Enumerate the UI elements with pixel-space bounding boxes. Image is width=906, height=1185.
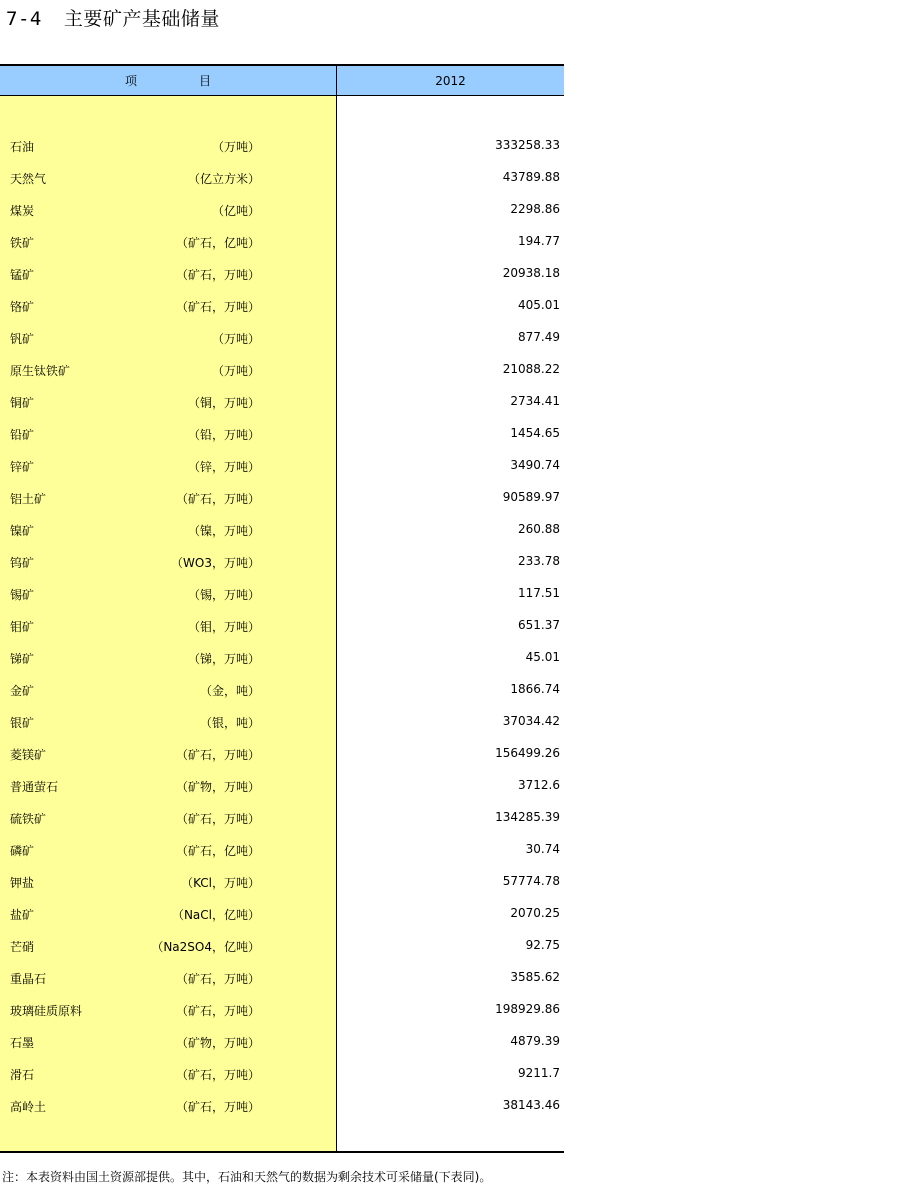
row-unit: （矿物，万吨）: [175, 1036, 260, 1050]
row-name: 盐矿: [10, 908, 35, 922]
table-row: [0, 802, 564, 834]
row-name: 石墨: [10, 1036, 35, 1050]
table-row: [0, 130, 564, 162]
row-value: 2734.41: [510, 394, 560, 408]
row-value: 45.01: [525, 650, 560, 664]
row-value: 1454.65: [510, 426, 560, 440]
table-row: [0, 1026, 564, 1058]
row-value: 3585.62: [510, 970, 560, 984]
row-name: 重晶石: [10, 972, 47, 986]
row-unit: （万吨）: [211, 140, 260, 154]
table-bottom-border: [0, 1151, 564, 1153]
table-row: [0, 226, 564, 258]
row-name: 镍矿: [10, 524, 35, 538]
table-row: [0, 322, 564, 354]
row-name: 钒矿: [10, 332, 35, 346]
row-name: 钨矿: [10, 556, 35, 570]
row-unit: （WO3，万吨）: [171, 556, 260, 570]
table-title: 主要矿产基础储量: [63, 8, 220, 30]
row-value: 260.88: [518, 522, 560, 536]
row-value: 38143.46: [502, 1098, 560, 1112]
table-row: [0, 738, 564, 770]
row-unit: （矿石，亿吨）: [175, 844, 260, 858]
row-name: 玻璃硅质原料: [10, 1004, 83, 1018]
row-unit: （Na2SO4，亿吨）: [151, 940, 260, 954]
row-value: 4879.39: [510, 1034, 560, 1048]
header-item: 项目: [124, 74, 273, 88]
row-unit: （矿物，万吨）: [175, 780, 260, 794]
table-row: [0, 994, 564, 1026]
row-unit: （锌，万吨）: [187, 460, 260, 474]
row-value: 57774.78: [502, 874, 560, 888]
row-unit: （万吨）: [211, 332, 260, 346]
row-value: 651.37: [518, 618, 560, 632]
row-value: 1866.74: [510, 682, 560, 696]
table-row: [0, 930, 564, 962]
table-row: [0, 482, 564, 514]
row-name: 普通萤石: [10, 780, 59, 794]
row-value: 37034.42: [502, 714, 560, 728]
row-unit: （金，吨）: [199, 684, 260, 698]
row-name: 菱镁矿: [10, 748, 47, 762]
row-value: 43789.88: [502, 170, 560, 184]
row-name: 石油: [10, 140, 35, 154]
row-unit: （亿吨）: [211, 204, 260, 218]
table-number: 7-4: [6, 8, 42, 30]
row-name: 铝土矿: [10, 492, 47, 506]
table-header: [0, 64, 564, 96]
table-row: [0, 386, 564, 418]
table-note: 注：本表资料由国土资源部提供。其中，石油和天然气的数据为剩余技术可采储量(下表同)。: [2, 1170, 492, 1184]
row-name: 磷矿: [10, 844, 35, 858]
table-row: [0, 162, 564, 194]
page-title: [6, 4, 220, 31]
row-name: 高岭土: [10, 1100, 47, 1114]
row-unit: （矿石，亿吨）: [175, 236, 260, 250]
row-unit: （矿石，万吨）: [175, 300, 260, 314]
row-name: 铬矿: [10, 300, 35, 314]
row-name: 铁矿: [10, 236, 35, 250]
table-row: [0, 1058, 564, 1090]
row-name: 钼矿: [10, 620, 35, 634]
table-row: [0, 418, 564, 450]
table-row: [0, 258, 564, 290]
row-unit: （镍，万吨）: [187, 524, 260, 538]
table-row: [0, 610, 564, 642]
row-name: 芒硝: [10, 940, 35, 954]
row-name: 锰矿: [10, 268, 35, 282]
row-value: 117.51: [518, 586, 560, 600]
row-value: 20938.18: [502, 266, 560, 280]
row-unit: （矿石，万吨）: [175, 268, 260, 282]
row-value: 156499.26: [495, 746, 560, 760]
table-body: [0, 130, 564, 1122]
table-row: [0, 674, 564, 706]
table-row: [0, 834, 564, 866]
row-value: 30.74: [525, 842, 560, 856]
row-value: 90589.97: [502, 490, 560, 504]
row-name: 锑矿: [10, 652, 35, 666]
row-name: 天然气: [10, 172, 47, 186]
table-row: [0, 1090, 564, 1122]
row-value: 3712.6: [518, 778, 560, 792]
row-name: 钾盐: [10, 876, 35, 890]
row-value: 198929.86: [495, 1002, 560, 1016]
row-value: 194.77: [518, 234, 560, 248]
row-name: 滑石: [10, 1068, 35, 1082]
row-name: 锌矿: [10, 460, 35, 474]
row-name: 银矿: [10, 716, 35, 730]
row-unit: （KCl，万吨）: [181, 876, 260, 890]
row-value: 21088.22: [502, 362, 560, 376]
table-row: [0, 290, 564, 322]
row-value: 3490.74: [510, 458, 560, 472]
table-row: [0, 578, 564, 610]
row-value: 405.01: [518, 298, 560, 312]
row-unit: （锡，万吨）: [187, 588, 260, 602]
row-value: 233.78: [518, 554, 560, 568]
row-name: 硫铁矿: [10, 812, 47, 826]
row-name: 金矿: [10, 684, 35, 698]
row-name: 铅矿: [10, 428, 35, 442]
row-unit: （矿石，万吨）: [175, 1004, 260, 1018]
table-row: [0, 546, 564, 578]
row-unit: （矿石，万吨）: [175, 812, 260, 826]
header-year: 2012: [435, 73, 466, 88]
row-unit: （银，吨）: [199, 716, 260, 730]
row-unit: （矿石，万吨）: [175, 748, 260, 762]
row-unit: （矿石，万吨）: [175, 972, 260, 986]
row-unit: （锑，万吨）: [187, 652, 260, 666]
row-value: 333258.33: [495, 138, 560, 152]
row-unit: （矿石，万吨）: [175, 492, 260, 506]
table-row: [0, 450, 564, 482]
table-row: [0, 354, 564, 386]
table-row: [0, 962, 564, 994]
row-value: 92.75: [525, 938, 560, 952]
table-row: [0, 642, 564, 674]
row-unit: （矿石，万吨）: [175, 1100, 260, 1114]
row-unit: （铜，万吨）: [187, 396, 260, 410]
row-name: 煤炭: [10, 204, 35, 218]
row-value: 134285.39: [495, 810, 560, 824]
row-unit: （钼，万吨）: [187, 620, 260, 634]
row-unit: （铅，万吨）: [187, 428, 260, 442]
row-name: 锡矿: [10, 588, 35, 602]
table-row: [0, 706, 564, 738]
row-value: 2298.86: [510, 202, 560, 216]
row-name: 原生钛铁矿: [10, 364, 71, 378]
row-value: 2070.25: [510, 906, 560, 920]
table-row: [0, 770, 564, 802]
table-row: [0, 194, 564, 226]
data-table: [0, 64, 564, 1153]
row-value: 9211.7: [518, 1066, 560, 1080]
table-row: [0, 514, 564, 546]
row-value: 877.49: [518, 330, 560, 344]
table-row: [0, 866, 564, 898]
row-name: 铜矿: [10, 396, 35, 410]
table-row: [0, 898, 564, 930]
row-unit: （NaCl，亿吨）: [171, 908, 260, 922]
row-unit: （亿立方米）: [187, 172, 260, 186]
row-unit: （矿石，万吨）: [175, 1068, 260, 1082]
row-unit: （万吨）: [211, 364, 260, 378]
